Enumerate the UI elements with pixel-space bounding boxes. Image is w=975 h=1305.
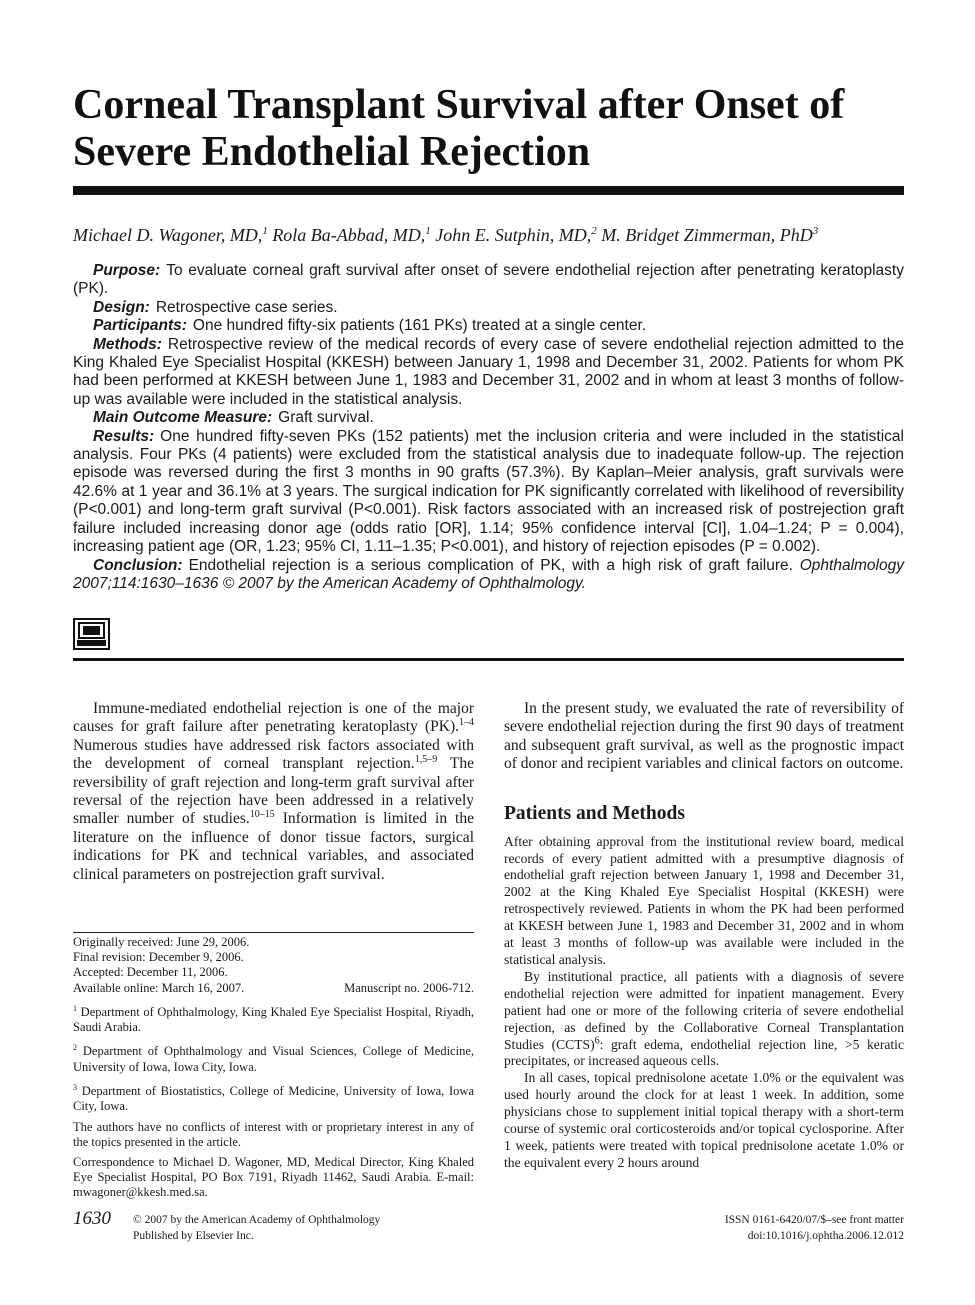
- abstract-methods: [73, 336, 904, 410]
- footnote-rule: [73, 932, 474, 933]
- intro-text: The reversibility of graft rejection and long-term graft survival after reversal of the rejection have been addressed in a relatively smaller number of studies.: [73, 755, 474, 828]
- journal-citation: Ophthalmology 2007;114:1630–1636 © 2007 by the American Academy of Ophthalmology.: [73, 556, 904, 592]
- author-name: M. Bridget Zimmerman, PhD: [601, 225, 813, 245]
- affiliation-1: [73, 1001, 474, 1036]
- methods-text: By institutional practice, all patients with a diagnosis of severe endothelial rejection were admitted for inpatient management. Every patient had one or more of the following criteria of severe endothelial rejection, as defined by the Collaborative Corneal Transplantation Studies (CCTS): [504, 968, 904, 1052]
- correspondence: Correspondence to Michael D. Wagoner, MD, Medical Director, King Khaled Eye Specialist Hospital, PO Box 7191, Riyadh 11462, Saudi Arabia. E-mail: mwagoner@kkesh.med.sa.: [73, 1154, 474, 1200]
- revision-date: Final revision: December 9, 2006.: [73, 950, 244, 965]
- abstract-label: Main Outcome Measure:: [93, 409, 273, 427]
- page-number: 1630: [73, 1208, 111, 1229]
- abstract-label: Participants:: [93, 317, 187, 335]
- methods-paragraph: [504, 969, 904, 1070]
- abstract-bottom-rule: [73, 658, 904, 661]
- reference-marker: 1,5–9: [414, 754, 438, 766]
- abstract: [73, 262, 904, 593]
- abstract-label: Results:: [93, 427, 155, 445]
- affiliation-text: Department of Ophthalmology, King Khaled Eye Specialist Hospital, Riyadh, Saudi Arabia.: [73, 1004, 474, 1035]
- abstract-participants: [73, 317, 904, 335]
- methods-paragraph: After obtaining approval from the institutional review board, medical records of every patient admitted with a presumptive diagnosis of endothelial graft rejection between January 1, 1998 and December 31, 2002 at the King Khaled Eye Specialist Hospital (KKESH) were retrospectively reviewed. Patients in whom the PK had been performed at KKESH between June 1, 1983 and December 31, 2002 and in whom at least 3 months of follow-up was available were included in the statistical analysis.: [504, 833, 904, 967]
- author-list: [73, 218, 904, 248]
- affiliation-marker: 3: [812, 225, 819, 237]
- received-date: Originally received: June 29, 2006.: [73, 935, 250, 949]
- abstract-conclusion: [73, 557, 904, 594]
- affiliation-3: [73, 1080, 474, 1115]
- footer-publisher-info: [133, 1213, 380, 1244]
- methods-text: : graft edema, endothelial rejection line, >5 keratic precipitates, or increased aqueous cells.: [504, 1036, 904, 1069]
- left-column: [73, 700, 474, 884]
- abstract-purpose: [73, 262, 904, 299]
- intro-paragraph: In the present study, we evaluated the rate of reversibility of severe endothelial rejection during the first 90 days of treatment and subsequent graft survival, as well as the prognostic impact of donor and recipient variables and clinical factors on outcome.: [504, 700, 904, 773]
- abstract-results: [73, 428, 904, 557]
- affiliation-marker: 3: [73, 1082, 77, 1092]
- abstract-label: Purpose:: [93, 262, 161, 279]
- abstract-outcome: [73, 409, 904, 427]
- accepted-date: Accepted: December 11, 2006.: [73, 965, 228, 980]
- intro-text: Immune-mediated endothelial rejection is one of the major causes for graft failure after penetrating keratoplasty (PK).: [73, 700, 474, 736]
- publisher-line: Published by Elsevier Inc.: [133, 1229, 254, 1242]
- reference-marker: 10–15: [249, 809, 275, 821]
- manuscript-number: Manuscript no. 2006-712.: [344, 980, 474, 995]
- affiliation-text: Department of Ophthalmology and Visual Sciences, College of Medicine, University of Iowa, Iowa City, Iowa.: [73, 1044, 474, 1074]
- affiliation-marker: 1: [425, 225, 431, 237]
- copyright-line: © 2007 by the American Academy of Ophthalmology: [133, 1214, 381, 1226]
- abstract-text: Endothelial rejection is a serious complication of PK, with a high risk of graft failure.: [188, 556, 793, 574]
- doi-line: doi:10.1016/j.ophtha.2006.12.012: [747, 1229, 904, 1242]
- title-rule: [73, 186, 904, 195]
- abstract-text: Retrospective review of the medical records of every case of severe endothelial rejection admitted to the King Khaled Eye Specialist Hospital (KKESH) between January 1, 1998 and December 31, 2002. Patients for whom PK had been performed at KKESH between June 1, 1983 and December 31, 2002 and in whom at least 3 months of follow-up was available were included in the statistical analysis.: [73, 335, 904, 408]
- abstract-label: Design:: [93, 298, 150, 316]
- author-name: Michael D. Wagoner, MD,: [73, 225, 263, 245]
- computer-icon: [73, 618, 110, 650]
- abstract-text: One hundred fifty-six patients (161 PKs) treated at a single center.: [192, 317, 647, 335]
- footnotes: [73, 935, 474, 1201]
- section-heading: Patients and Methods: [504, 802, 685, 824]
- abstract-text: One hundred fifty-seven PKs (152 patients) met the inclusion criteria and were included in the statistical analysis. Four PKs (4 patients) were excluded from the statistical analysis due to inadequate follow-up. The rejection episode was reversed during the first 3 months in 90 grafts (57.3%). By Kaplan–Meier analysis, graft survivals were 42.6% at 1 year and 36.1% at 3 years. The surgical indication for PK significantly correlated with likelihood of reversibility (P<0.001) and long-term graft survival (P<0.001). Risk factors associated with an increased risk of postrejection graft failure included increasing donor age (odds ratio [OR], 1.14; 95% confidence interval [CI], 1.04–1.24; P = 0.004), increasing patient age (OR, 1.23; 95% CI, 1.11–1.35; P<0.001), and history of rejection episodes (P = 0.002).: [73, 427, 904, 556]
- intro-text: Information is limited in the literature on the influence of donor tissue factors, surgical indications for PK and technical variables, and associated clinical parameters on postrejection graft survival.: [73, 810, 474, 883]
- affiliation-marker: 2: [591, 225, 597, 237]
- methods-section: [504, 834, 904, 1172]
- right-column: [504, 700, 904, 1172]
- author-name: John E. Sutphin, MD,: [435, 225, 592, 245]
- abstract-label: Conclusion:: [93, 556, 183, 574]
- affiliation-marker: 2: [73, 1043, 77, 1053]
- reference-marker: 1–4: [459, 717, 474, 729]
- abstract-design: [73, 299, 904, 317]
- online-row: [73, 981, 474, 996]
- reference-marker: 6: [594, 1034, 600, 1046]
- methods-paragraph: In all cases, topical prednisolone acetate 1.0% or the equivalent was used hourly around the clock for at least 1 week. In addition, some physicians chose to supplement initial topical therapy with a short-term course of systemic oral corticosteroids and/or topical cyclosporine. After 1 week, patients were treated with topical prednisolone acetate 1.0% or the equivalent every 2 hours around: [504, 1070, 904, 1170]
- article-title: Corneal Transplant Survival after Onset of Severe Endothelial Rejection: [73, 82, 845, 175]
- affiliation-text: Department of Biostatistics, College of Medicine, University of Iowa, Iowa City, Iowa.: [73, 1084, 474, 1114]
- issn-line: ISSN 0161-6420/07/$–see front matter: [724, 1214, 904, 1226]
- footer-identifiers: [725, 1213, 904, 1244]
- abstract-text: Graft survival.: [278, 409, 374, 427]
- intro-paragraph: [73, 700, 474, 884]
- affiliation-2: [73, 1040, 474, 1075]
- conflicts-statement: The authors have no conflicts of interest with or proprietary interest in any of the topics presented in the article.: [73, 1119, 474, 1149]
- abstract-label: Methods:: [93, 335, 162, 353]
- author-name: Rola Ba-Abbad, MD,: [272, 225, 426, 245]
- abstract-text: Retrospective case series.: [155, 298, 338, 316]
- abstract-text: To evaluate corneal graft survival after onset of severe endothelial rejection after penetrating keratoplasty (PK).: [73, 262, 904, 298]
- online-date: Available online: March 16, 2007.: [73, 980, 245, 995]
- affiliation-marker: 1: [73, 1003, 77, 1013]
- intro-text: Numerous studies have addressed risk factors associated with the development of corneal transplant rejection.: [73, 736, 474, 773]
- affiliation-marker: 1: [262, 225, 268, 237]
